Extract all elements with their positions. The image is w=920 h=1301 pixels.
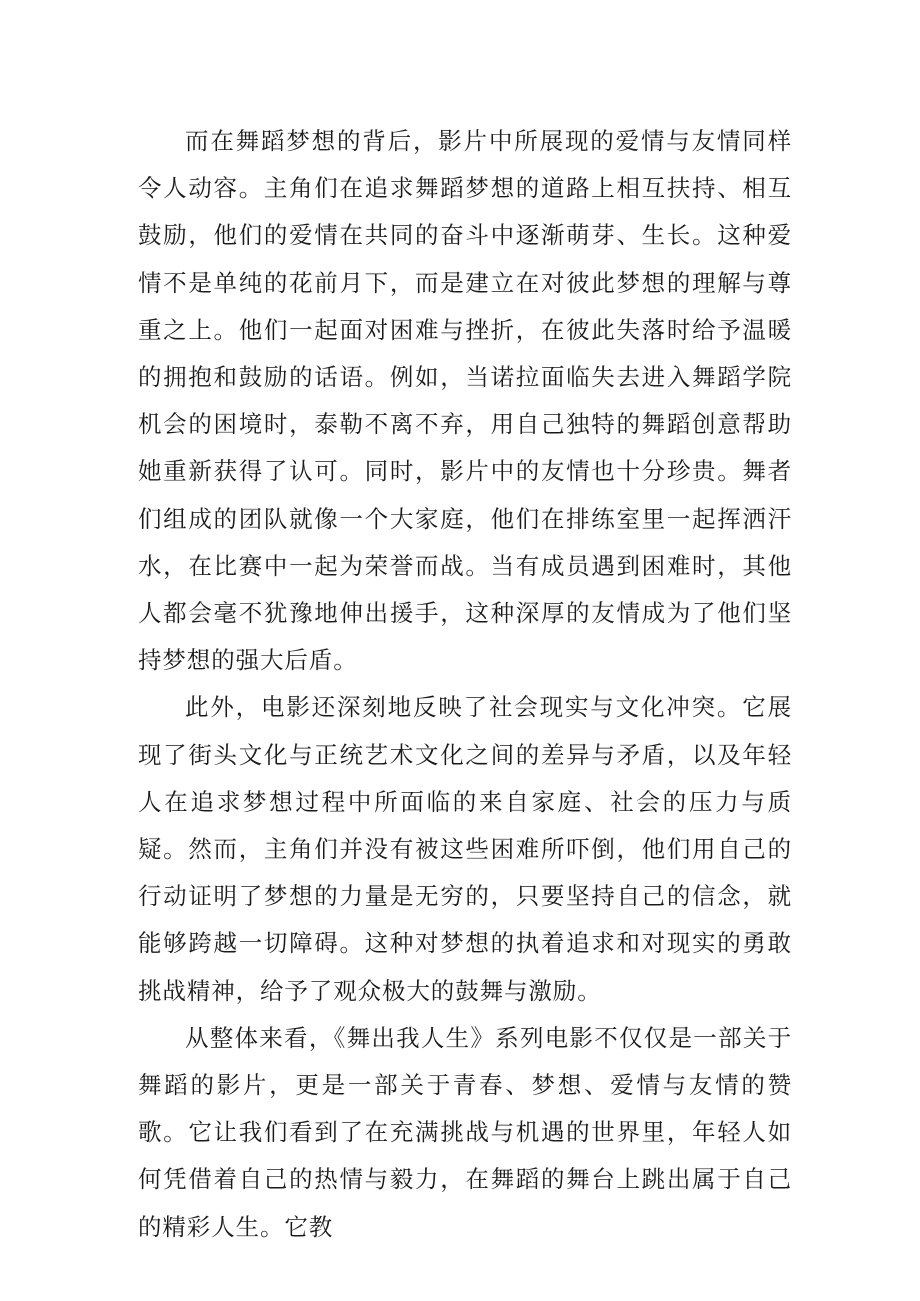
paragraph-love-friendship: 而在舞蹈梦想的背后，影片中所展现的爱情与友情同样令人动容。主角们在追求舞蹈梦想的道路上相互扶持、相互鼓励，他们的爱情在共同的奋斗中逐渐萌芽、生长。这种爱情不是单纯的花前月下，而是建立在对彼此梦想的理解与尊重之上。他们一起面对困难与挫折，在彼此失落时给予温暖的拥抱和鼓励的话语。例如，当诺拉面临失去进入舞蹈学院机会的困境时，泰勒不离不弃，用自己独特的舞蹈创意帮助她重新获得了认可。同时，影片中的友情也十分珍贵。舞者们组成的团队就像一个大家庭，他们在排练室里一起挥洒汗水，在比赛中一起为荣誉而战。当有成员遇到困难时，其他人都会毫不犹豫地伸出援手，这种深厚的友情成为了他们坚持梦想的强大后盾。 bbox=[138, 127, 792, 675]
document-body bbox=[138, 118, 792, 1251]
paragraph-social-reality: 此外，电影还深刻地反映了社会现实与文化冲突。它展现了街头文化与正统艺术文化之间的差异与矛盾，以及年轻人在追求梦想过程中所面临的来自家庭、社会的压力与质疑。然而，主角们并没有被这些困难所吓倒，他们用自己的行动证明了梦想的力量是无穷的，只要坚持自己的信念，就能够跨越一切障碍。这种对梦想的执着追求和对现实的勇敢挑战精神，给予了观众极大的鼓舞与激励。 bbox=[138, 693, 792, 1005]
paragraph-overall-view: 从整体来看，《舞出我人生》系列电影不仅仅是一部关于舞蹈的影片，更是一部关于青春、梦想、爱情与友情的赞歌。它让我们看到了在充满挑战与机遇的世界里，年轻人如何凭借着自己的热情与毅力，在舞蹈的舞台上跳出属于自己的精彩人生。它教 bbox=[138, 1023, 792, 1241]
